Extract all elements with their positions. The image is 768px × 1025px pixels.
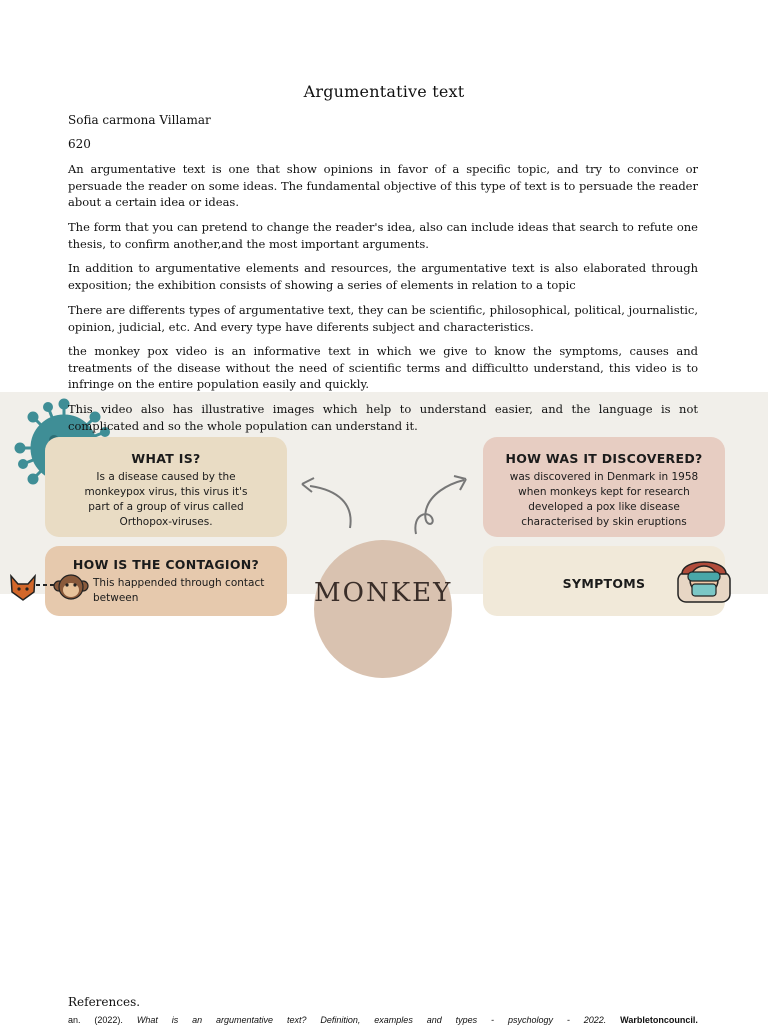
author-name: Sofia carmona Villamar	[68, 113, 211, 127]
discovered-line: was discovered in Denmark in 1958	[509, 471, 699, 483]
fox-icon	[8, 572, 38, 602]
paragraph-types: There are differents types of argumentative text, they can be scientific, philosophical, political, journalistic, opinion, judicial, etc. And every type have diferents subject and characteristics.	[68, 303, 698, 334]
what-is-card	[45, 437, 287, 537]
paragraph-video: the monkey pox video is an informative text in which we give to know the symptoms, causes and treatments of the disease without the need of scientific terms and difficultto understand, this video is to infringe on the entire population easily and quickly.	[68, 344, 698, 391]
what-is-heading: WHAT IS?	[131, 451, 201, 466]
reference-title-word: argumentative	[216, 1015, 274, 1025]
reference-lead: an.	[68, 1015, 81, 1025]
reference-entry	[68, 1015, 698, 1025]
reference-source: Warbletoncouncil.	[620, 1015, 698, 1025]
discovered-line: characterised by skin eruptions	[521, 516, 687, 528]
reference-title-word: is	[171, 1015, 179, 1025]
what-is-line: Orthopox-viruses.	[119, 516, 213, 528]
paragraph-images: This video also has illustrative images which help to understand easier, and the language is not complicated and so the whole population can understand it.	[68, 402, 698, 433]
discovered-heading: HOW WAS IT DISCOVERED?	[505, 451, 703, 466]
what-is-line: part of a group of virus called	[88, 501, 244, 513]
discovered-card	[483, 437, 725, 537]
symptoms-heading: SYMPTOMS	[562, 576, 646, 591]
reference-title-word: -	[566, 1015, 570, 1025]
paragraph-definition: An argumentative text is one that show opinions in favor of a specific topic, and try to convince or persuade the reader on some ideas. The fundamental objective of this type of text is to persuade the reader about a certain idea or ideas.	[68, 162, 698, 209]
student-number: 620	[68, 137, 91, 151]
references-label: References.	[68, 995, 141, 1009]
paragraph-form: The form that you can pretend to change the reader's idea, also can include ideas that search to refute one thesis, to confirm another,and the most important arguments.	[68, 220, 698, 251]
curved-arrow-left-icon	[298, 474, 358, 532]
reference-title-word: Definition,	[320, 1015, 361, 1025]
contagion-heading: HOW IS THE CONTAGION?	[72, 557, 260, 572]
reference-title-word: types	[455, 1015, 478, 1025]
reference-title-word: text?	[286, 1015, 307, 1025]
monkey-icon	[53, 572, 89, 602]
reference-year: (2022).	[94, 1015, 123, 1025]
contagion-line: This happended through contact between	[93, 577, 265, 604]
reference-title-word: -	[491, 1015, 495, 1025]
reference-title-word: an	[192, 1015, 203, 1025]
what-is-line: Is a disease caused by the	[96, 471, 236, 483]
reference-title-word: psychology	[507, 1015, 553, 1025]
reference-title-word: What	[136, 1015, 158, 1025]
discovered-line: developed a pox like disease	[528, 501, 680, 513]
center-word: MONKEY	[314, 578, 453, 608]
curved-arrow-right-icon	[408, 474, 472, 538]
doctor-icon	[668, 554, 740, 598]
paragraph-exposition: In addition to argumentative elements and resources, the argumentative text is also elaborated through exposition; the exhibition consists of showing a series of elements in relation to a topic	[68, 261, 698, 292]
center-circle	[314, 540, 452, 678]
reference-title-word: 2022.	[583, 1015, 607, 1025]
discovered-line: when monkeys kept for research	[518, 486, 690, 498]
reference-title-word: examples	[374, 1015, 413, 1025]
reference-title-word: and	[426, 1015, 442, 1025]
what-is-line: monkeypox virus, this virus it's	[84, 486, 248, 498]
page-title: Argumentative text	[303, 82, 465, 101]
